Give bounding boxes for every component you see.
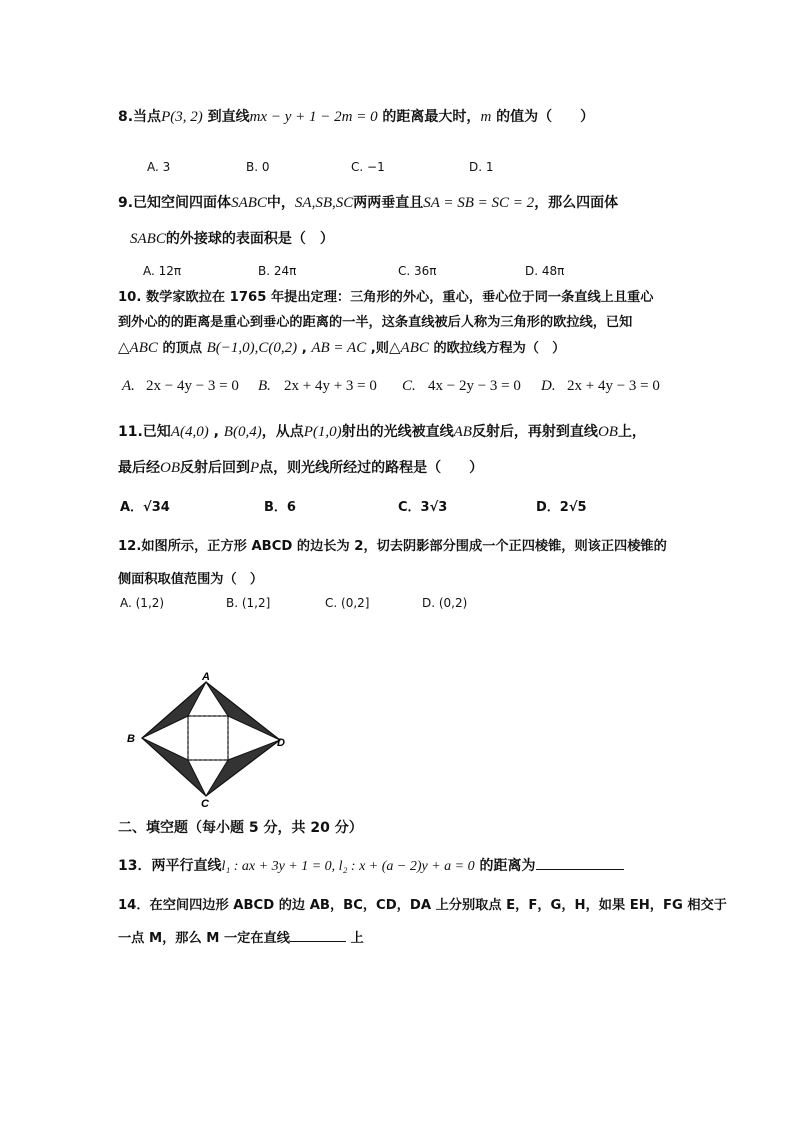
q9-stem-line2: SABC的外接球的表面积是（ ） — [130, 231, 334, 247]
q12-figure — [122, 670, 294, 810]
q8-option-c: C. −1 — [351, 160, 385, 174]
label-a: A — [202, 671, 210, 683]
q8-line-equation: mx − y + 1 − 2m = 0 — [249, 109, 378, 125]
q11-option-c: C．3√3 — [398, 500, 448, 515]
q8-stem: 8.当点P(3, 2) 到直线mx − y + 1 − 2m = 0 的距离最大时，m 的值为（ ） — [118, 109, 595, 125]
q12-stem-line1: 12.如图所示，正方形 ABCD 的边长为 2，切去阴影部分围成一个正四棱锥，则该正四棱锥的 — [118, 539, 667, 554]
center-square-dashed — [188, 716, 228, 760]
q10-option-a-label: A. — [122, 378, 135, 394]
q8-option-d: D. 1 — [469, 160, 494, 174]
q8-point: P(3, 2) — [161, 109, 203, 125]
q10-option-c: 4x − 2y − 3 = 0 — [428, 378, 521, 394]
q10-option-c-label: C. — [402, 378, 416, 394]
q11-stem-line2: 最后经OB反射后回到P点，则光线所经过的路程是（ ） — [118, 460, 484, 476]
q13-answer-blank[interactable] — [536, 855, 624, 870]
section2-title: 二、填空题（每小题 5 分，共 20 分） — [118, 820, 363, 836]
q10-option-d-label: D. — [541, 378, 556, 394]
q8-option-a: A. 3 — [147, 160, 171, 174]
q10-option-b-label: B. — [258, 378, 271, 394]
q10-stem-line1: 10. 数学家欧拉在 1765 年提出定理：三角形的外心，重心，垂心位于同一条直线上且重心 — [118, 290, 654, 305]
q12-option-a: A. (1,2) — [120, 596, 165, 610]
q14-stem-line2: 一点 M，那么 M 一定在直线 上 — [118, 927, 364, 949]
q9-option-d: D. 48π — [525, 264, 565, 278]
q9-option-b: B. 24π — [258, 264, 297, 278]
q10-option-d: 2x + 4y − 3 = 0 — [567, 378, 660, 394]
q14-stem-line1: 14．在空间四边形 ABCD 的边 AB，BC，CD，DA 上分别取点 E，F，G，H，如果 EH，FG 相交于 — [118, 898, 727, 913]
q12-option-b: B. (1,2] — [226, 596, 271, 610]
q10-stem-line3: △ABC 的顶点 B(−1,0),C(0,2) , AB = AC ,则△ABC 的欧拉线方程为（ ） — [118, 340, 566, 356]
q11-stem-line1: 11.已知A(4,0) , B(0,4)，从点P(1,0)射出的光线被直线AB反射后，再射到直线OB上， — [118, 424, 646, 440]
q11-option-a: A．√34 — [120, 500, 170, 515]
q12-option-c: C. (0,2] — [325, 596, 370, 610]
q12-stem-line2: 侧面积取值范围为（ ） — [118, 572, 264, 587]
white-triangles — [142, 682, 280, 796]
label-d: D — [277, 737, 285, 749]
q10-stem-line2: 到外心的的距离是重心到垂心的距离的一半，这条直线被后人称为三角形的欧拉线，已知 — [118, 315, 633, 330]
q9-stem-line1: 9.已知空间四面体SABC中，SA,SB,SC两两垂直且SA = SB = SC = 2，那么四面体 — [118, 195, 619, 211]
q8-option-b: B. 0 — [246, 160, 270, 174]
q10-option-b: 2x + 4y + 3 = 0 — [284, 378, 377, 394]
q12-option-d: D. (0,2) — [422, 596, 468, 610]
q9-option-c: C. 36π — [398, 264, 437, 278]
q14-answer-blank[interactable] — [290, 927, 346, 942]
label-b: B — [127, 733, 135, 745]
q11-option-d: D．2√5 — [536, 500, 587, 515]
label-c: C — [201, 798, 209, 810]
q13-stem: 13．两平行直线l₁ : ax + 3y + 1 = 0, l₂ : x + (a − 2)y + a = 0 的距离为 — [118, 855, 624, 877]
q10-option-a: 2x − 4y − 3 = 0 — [146, 378, 239, 394]
q11-option-b: B．6 — [264, 500, 296, 515]
q9-option-a: A. 12π — [143, 264, 182, 278]
q13-equations: l₁ : ax + 3y + 1 = 0, l₂ : x + (a − 2)y + a = 0 — [221, 859, 475, 874]
